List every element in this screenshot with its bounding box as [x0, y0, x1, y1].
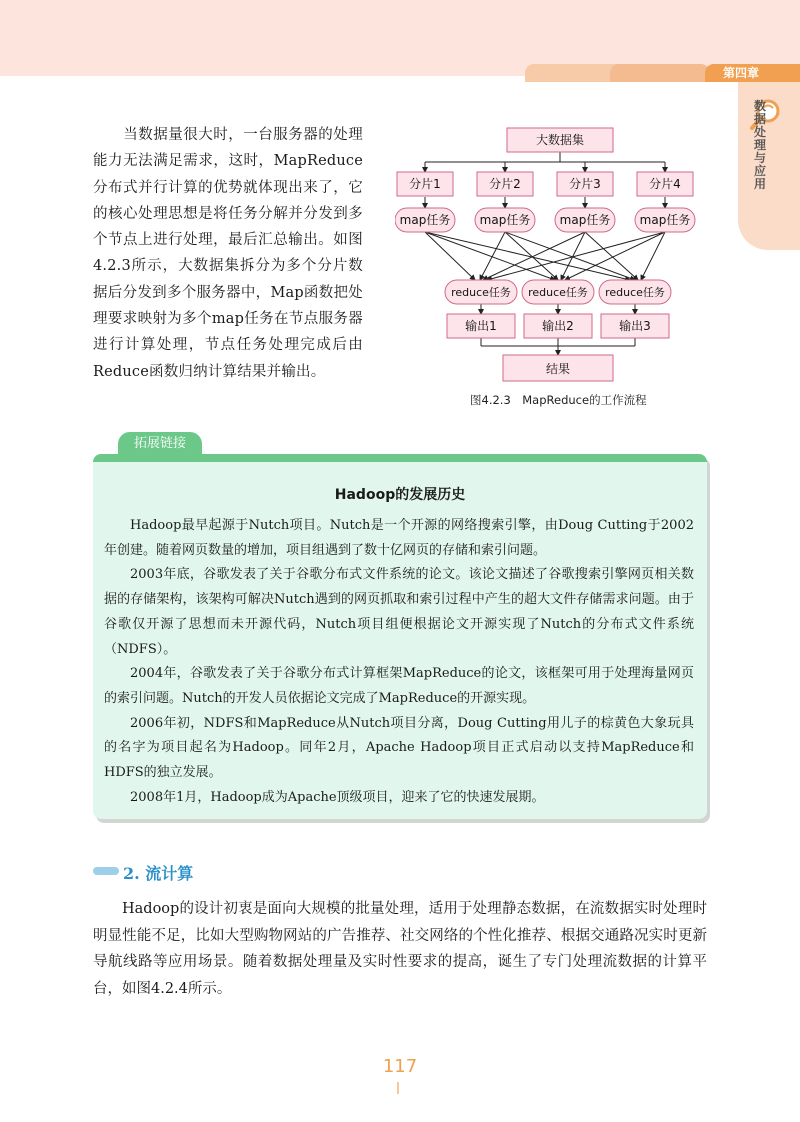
header-tab-strip [0, 64, 800, 82]
extension-paragraph: 2004年，谷歌发表了关于谷歌分布式计算框架MapReduce的论文，该框架可用于处理海量网页的索引问题。Nutch的开发人员依据论文完成了MapReduce的开源实现。 [104, 666, 694, 706]
side-section-label: 数据处理与应用 [753, 99, 766, 191]
mapreduce-flow-diagram [395, 122, 715, 392]
intro-paragraph: 当数据量很大时，一台服务器的处理能力无法满足需求，这时，MapReduce分布式并行计算的优势就体现出来了，它的核心处理思想是将任务分解并分发到多个节点上进行处理，最后汇总输出。如图4.2.3所示，大数据集拆分为多个分片数据后分发到多个服务器中，Map函数把处理要求映射为多个map任务在节点服务器进行计算处理，节点任务处理完成后由Reduce函数归纳计算结果并输出。 [93, 127, 363, 380]
chapter-label: 第四章 [705, 64, 800, 82]
section-marker [93, 867, 119, 875]
figure-caption: 图4.2.3 MapReduce的工作流程 [470, 393, 647, 407]
label-map-3: map任务 [559, 213, 611, 227]
extension-paragraph: Hadoop最早起源于Nutch项目。Nutch是一个开源的网络搜索引擎，由Doug Cutting于2002年创建。随着网页数量的增加，项目组遇到了数十亿网页的存储和索引问题。 [104, 518, 694, 558]
label-big-dataset: 大数据集 [535, 133, 585, 147]
label-reduce-3: reduce任务 [605, 286, 665, 299]
section-body [93, 896, 707, 1002]
extension-tab: 拓展链接 [118, 432, 202, 456]
label-map-2: map任务 [479, 213, 531, 227]
extension-paragraph: 2006年初，NDFS和MapReduce从Nutch项目分离，Doug Cutting用儿子的棕黄色大象玩具的名字为项目起名为Hadoop。同年2月，Apache Hadoop项目正式启动以支持MapReduce和HDFS的独立发展。 [104, 715, 694, 781]
label-shard-2: 分片2 [489, 177, 521, 191]
label-shard-3: 分片3 [569, 177, 601, 191]
extension-body [104, 514, 694, 810]
label-output-2: 输出2 [542, 319, 574, 333]
label-map-4: map任务 [639, 213, 691, 227]
page-number: 117 [382, 1056, 418, 1077]
label-reduce-2: reduce任务 [528, 286, 588, 299]
label-shard-1: 分片1 [409, 177, 441, 191]
label-result: 结果 [545, 362, 571, 376]
extension-title: Hadoop的发展历史 [334, 487, 466, 503]
extension-paragraph: 2008年1月，Hadoop成为Apache顶级项目，迎来了它的快速发展期。 [130, 789, 545, 805]
label-shard-4: 分片4 [649, 177, 681, 191]
page-number-tick [397, 1082, 399, 1094]
section-paragraph: Hadoop的设计初衷是面向大规模的批量处理，适用于处理静态数据，在流数据实时处理时明显性能不足，比如大型购物网站的广告推荐、社交网络的个性化推荐、根据交通路况实时更新导航线路等应用场景。随着数据处理量及实时性要求的提高，诞生了专门处理流数据的计算平台，如图4.2.4所示。 [93, 901, 707, 997]
section-title: 2. 流计算 [123, 864, 194, 883]
label-reduce-1: reduce任务 [451, 286, 511, 299]
label-output-1: 输出1 [465, 319, 497, 333]
label-output-3: 输出3 [619, 319, 651, 333]
label-map-1: map任务 [399, 213, 451, 227]
extension-paragraph: 2003年底，谷歌发表了关于谷歌分布式文件系统的论文。该论文描述了谷歌搜索引擎网页相关数据的存储架构，该架构可解决Nutch遇到的网页抓取和索引过程中产生的超大文件存储需求问题。由于谷歌仅开源了思想而未开源代码，Nutch项目组便根据论文开源实现了Nutch的分布式文件系统（NDFS）。 [104, 567, 694, 657]
